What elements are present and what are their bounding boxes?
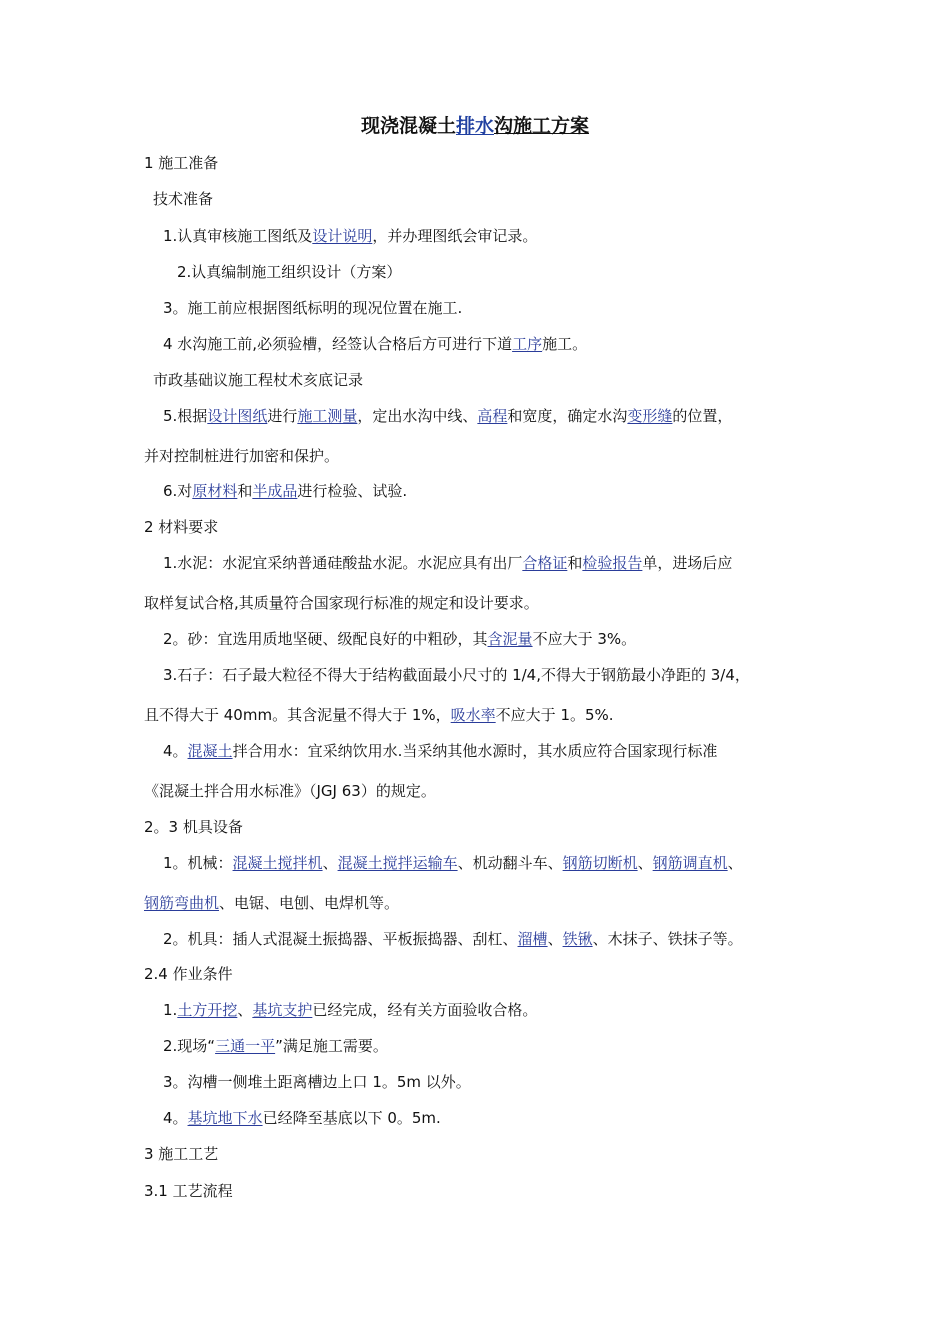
- paragraph-line: [144, 1181, 233, 1201]
- text-run: 1.认真审核施工图纸及: [163, 227, 313, 245]
- text-run: 2。砂：宜选用质地坚硬、级配良好的中粗砂，其: [163, 630, 488, 648]
- text-run: 单，进场后应: [642, 554, 733, 572]
- paragraph-line: [177, 262, 401, 282]
- text-run: ，定出水沟中线、: [357, 407, 478, 425]
- hyperlink[interactable]: 钢筋弯曲机: [144, 894, 220, 912]
- text-run: 、: [237, 1001, 253, 1019]
- text-run: 进行检验、试验.: [297, 482, 408, 500]
- hyperlink[interactable]: 设计图纸: [207, 407, 268, 425]
- text-run: 1 施工准备: [144, 154, 219, 172]
- text-run: 2.现场“: [163, 1037, 216, 1055]
- text-run: 1.水泥：水泥宜采纳普通硅酸盐水泥。水泥应具有出厂: [163, 554, 523, 572]
- paragraph-line: [144, 153, 218, 173]
- hyperlink[interactable]: 钢筋切断机: [562, 854, 638, 872]
- text-run: 3。沟槽一侧堆土距离槽边上口 1。5m 以外。: [163, 1073, 471, 1091]
- paragraph-line: [163, 406, 732, 426]
- paragraph-line: [144, 593, 539, 613]
- hyperlink[interactable]: 变形缝: [627, 407, 673, 425]
- hyperlink[interactable]: 高程: [477, 407, 508, 425]
- text-run: 、电锯、电刨、电焊机等。: [219, 894, 400, 912]
- text-run: 3.1 工艺流程: [144, 1182, 233, 1200]
- text-run: 的位置，: [672, 407, 733, 425]
- text-run: ”满足施工需要。: [275, 1037, 388, 1055]
- hyperlink[interactable]: 混凝土搅拌机: [232, 854, 323, 872]
- paragraph-line: [163, 298, 462, 318]
- paragraph-line: [153, 370, 363, 390]
- text-run: 技术准备: [153, 190, 214, 208]
- hyperlink[interactable]: 检验报告: [582, 554, 643, 572]
- hyperlink[interactable]: 含泥量: [487, 630, 533, 648]
- text-run: 不应大于 3%。: [532, 630, 637, 648]
- paragraph-line: [163, 226, 537, 246]
- text-run: 、: [637, 854, 653, 872]
- text-run: 、机动翻斗车、: [457, 854, 563, 872]
- hyperlink[interactable]: 吸水率: [450, 706, 496, 724]
- hyperlink[interactable]: 设计说明: [312, 227, 373, 245]
- paragraph-line: [144, 705, 614, 725]
- text-run: 5.根据: [163, 407, 208, 425]
- hyperlink[interactable]: 基坑支护: [252, 1001, 313, 1019]
- paragraph-line: [163, 553, 732, 573]
- hyperlink[interactable]: 半成品: [252, 482, 298, 500]
- paragraph-line: [144, 893, 399, 913]
- paragraph-line: [163, 481, 407, 501]
- text-run: 已经降至基底以下 0。5m.: [262, 1109, 441, 1127]
- text-run: ，并办理图纸会审记录。: [372, 227, 538, 245]
- text-run: 3.石子：石子最大粒径不得大于结构截面最小尺寸的 1/4,不得大于钢筋最小净距的 3/4，: [163, 666, 750, 684]
- text-run: 1.: [163, 1001, 178, 1019]
- text-run: 6.对: [163, 482, 193, 500]
- paragraph-line: [163, 853, 743, 873]
- paragraph-line: [163, 1108, 441, 1128]
- hyperlink[interactable]: 混凝土: [187, 742, 233, 760]
- text-run: 3 施工工艺: [144, 1145, 219, 1163]
- text-run: 4。: [163, 742, 188, 760]
- paragraph-line: [163, 929, 743, 949]
- title-link-drainage[interactable]: 排水: [455, 115, 494, 137]
- text-run: 和: [567, 554, 583, 572]
- hyperlink[interactable]: 三通一平: [215, 1037, 276, 1055]
- hyperlink[interactable]: 混凝土搅拌运输车: [337, 854, 458, 872]
- paragraph-line: [144, 1144, 218, 1164]
- text-run: 且不得大于 40mm。其含泥量不得大于 1%，: [144, 706, 451, 724]
- paragraph-line: [163, 629, 636, 649]
- text-run: 、: [322, 854, 338, 872]
- hyperlink[interactable]: 基坑地下水: [187, 1109, 263, 1127]
- text-run: 施工。: [542, 335, 588, 353]
- text-run: 、木抹子、铁抹子等。: [592, 930, 743, 948]
- hyperlink[interactable]: 钢筋调直机: [652, 854, 728, 872]
- paragraph-line: [144, 781, 436, 801]
- text-run: 、: [547, 930, 563, 948]
- paragraph-line: [144, 964, 233, 984]
- text-run: 4 水沟施工前,必须验槽，经签认合格后方可进行下道: [163, 335, 513, 353]
- paragraph-line: [144, 517, 218, 537]
- paragraph-line: [163, 665, 750, 685]
- text-run: 2 材料要求: [144, 518, 219, 536]
- paragraph-line: [163, 1000, 537, 1020]
- text-run: 并对控制桩进行加密和保护。: [144, 447, 340, 465]
- text-run: 2。机具：插人式混凝土振捣器、平板振捣器、刮杠、: [163, 930, 518, 948]
- text-run: 、: [727, 854, 743, 872]
- paragraph-line: [144, 446, 339, 466]
- hyperlink[interactable]: 溜槽: [517, 930, 548, 948]
- text-run: 市政基础议施工程杖术亥底记录: [153, 371, 364, 389]
- text-run: 不应大于 1。5%.: [495, 706, 614, 724]
- title-part2: 沟施工方案: [494, 115, 590, 137]
- paragraph-line: [163, 1036, 388, 1056]
- hyperlink[interactable]: 土方开挖: [177, 1001, 238, 1019]
- text-run: 2.4 作业条件: [144, 965, 233, 983]
- text-run: 取样复试合格,其质量符合国家现行标准的规定和设计要求。: [144, 594, 539, 612]
- text-run: 2。3 机具设备: [144, 818, 243, 836]
- text-run: 《混凝土拌合用水标准》（JGJ 63）的规定。: [144, 782, 436, 800]
- hyperlink[interactable]: 合格证: [522, 554, 568, 572]
- hyperlink[interactable]: 原材料: [192, 482, 238, 500]
- hyperlink[interactable]: 施工测量: [297, 407, 358, 425]
- text-run: 和: [237, 482, 253, 500]
- title-part1: 现浇混凝土: [360, 115, 456, 137]
- paragraph-line: [163, 741, 717, 761]
- text-run: 拌合用水：宜采纳饮用水.当采纳其他水源时，其水质应符合国家现行标准: [232, 742, 718, 760]
- paragraph-line: [163, 334, 587, 354]
- text-run: 已经完成，经有关方面验收合格。: [312, 1001, 538, 1019]
- hyperlink[interactable]: 工序: [512, 335, 543, 353]
- text-run: 4。: [163, 1109, 188, 1127]
- text-run: 1。机械：: [163, 854, 233, 872]
- document-title: [0, 113, 950, 139]
- text-run: 2.认真编制施工组织设计（方案）: [177, 263, 402, 281]
- paragraph-line: [163, 1072, 471, 1092]
- paragraph-line: [153, 189, 213, 209]
- text-run: 3。施工前应根据图纸标明的现况位置在施工.: [163, 299, 463, 317]
- hyperlink[interactable]: 铁锹: [562, 930, 593, 948]
- paragraph-line: [144, 817, 243, 837]
- text-run: 和宽度，确定水沟: [507, 407, 628, 425]
- text-run: 进行: [267, 407, 298, 425]
